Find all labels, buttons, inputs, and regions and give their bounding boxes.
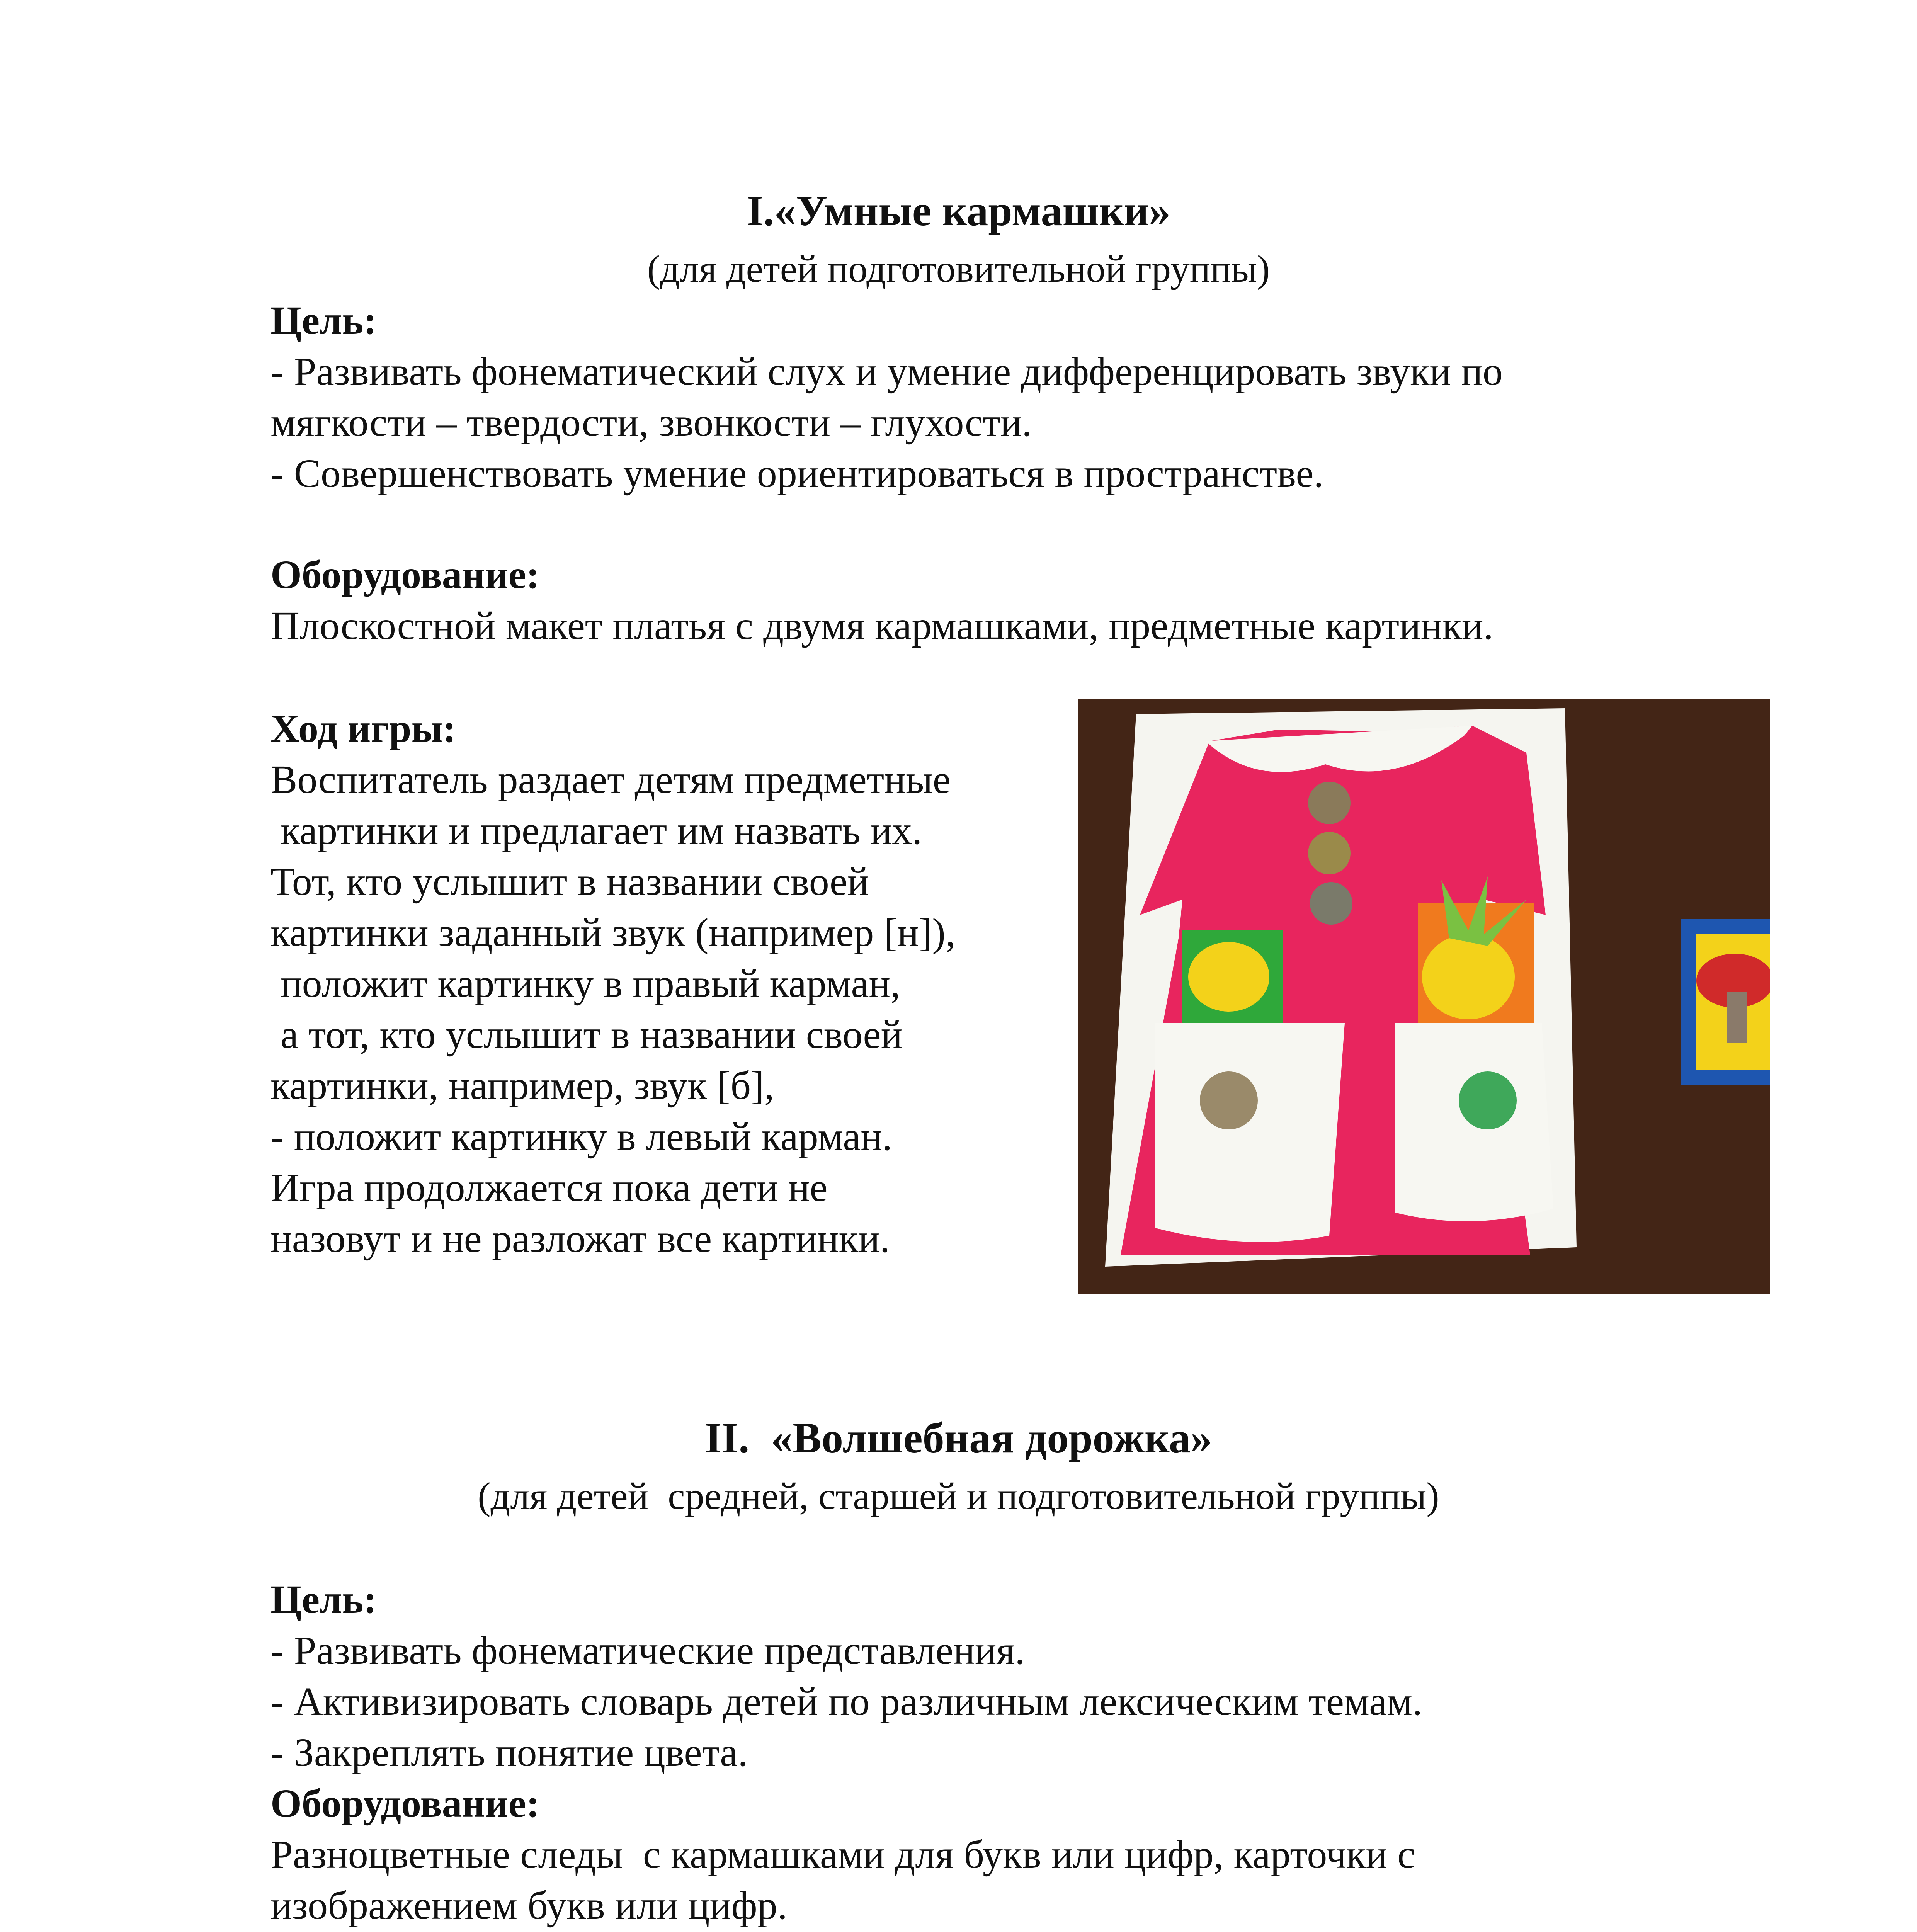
- section2-goal-line: - Закреплять понятие цвета.: [270, 1730, 748, 1775]
- section1-goal-line: мягкости – твердости, звонкости – глухости.: [270, 400, 1032, 445]
- section1-course-line: Воспитатель раздает детям предметные: [270, 757, 951, 802]
- section1-subtitle: (для детей подготовительной группы): [647, 247, 1270, 290]
- section1-course-line: картинки, например, звук [б],: [270, 1063, 774, 1108]
- section2-goal-heading: Цель:: [270, 1577, 377, 1622]
- section1-course-line: картинки заданный звук (например [н]),: [270, 910, 956, 955]
- section1-title: I.«Умные кармашки»: [746, 187, 1171, 235]
- section1-course-line: Тот, кто услышит в названии своей: [270, 859, 869, 904]
- section1-equipment-line: Плоскостной макет платья с двумя кармашками, предметные картинки.: [270, 604, 1493, 648]
- section2-goal-line: - Развивать фонематические представления.: [270, 1628, 1025, 1673]
- section1-equipment-heading: Оборудование:: [270, 553, 540, 597]
- section1-course-line: положит картинку в правый карман,: [270, 961, 901, 1006]
- section1-goal-line: - Развивать фонематический слух и умение дифференцировать звуки по: [270, 349, 1503, 394]
- section2-goal-line: - Активизировать словарь детей по различным лексическим темам.: [270, 1679, 1423, 1724]
- section1-course-line: Игра продолжается пока дети не: [270, 1165, 828, 1210]
- section1-course-heading: Ход игры:: [270, 706, 456, 751]
- section1-goal-line: - Совершенствовать умение ориентироваться в пространстве.: [270, 451, 1324, 496]
- dress-photo: [1078, 699, 1770, 1294]
- section2-equipment-heading: Оборудование:: [270, 1781, 540, 1826]
- section1-course-line: - положит картинку в левый карман.: [270, 1114, 893, 1159]
- section1-course-line: а тот, кто услышит в названии своей: [270, 1012, 903, 1057]
- section2-subtitle: (для детей средней, старшей и подготовительной группы): [478, 1475, 1439, 1517]
- section2-equipment-line: изображением букв или цифр.: [270, 1883, 788, 1928]
- section2-equipment-line: Разноцветные следы с кармашками для букв или цифр, карточки с: [270, 1832, 1415, 1877]
- section2-title: II. «Волшебная дорожка»: [705, 1414, 1212, 1462]
- section1-course-line: картинки и предлагает им назвать их.: [270, 808, 922, 853]
- section1-goal-heading: Цель:: [270, 298, 377, 343]
- section1-course-line: назовут и не разложат все картинки.: [270, 1216, 890, 1261]
